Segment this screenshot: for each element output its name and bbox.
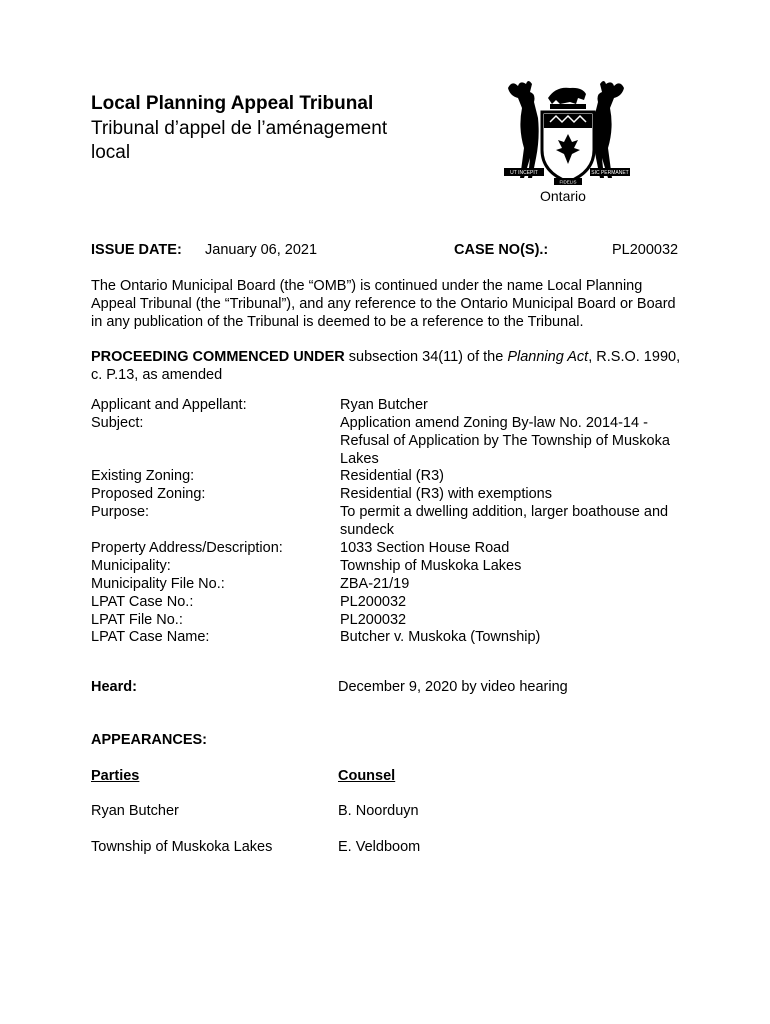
- case-number-label: CASE NO(S).:: [454, 242, 549, 258]
- detail-label: Applicant and Appellant:: [91, 397, 247, 413]
- detail-value: PL200032: [340, 594, 407, 610]
- detail-value: Ryan Butcher: [340, 397, 428, 413]
- detail-label: LPAT Case No.:: [91, 594, 194, 610]
- detail-value: Township of Muskoka Lakes: [340, 558, 522, 574]
- proceeding-statement: [91, 348, 681, 384]
- detail-label: Purpose:: [91, 504, 150, 520]
- detail-value: Residential (R3) with exemptions: [340, 486, 552, 502]
- crest-label: Ontario: [540, 188, 586, 204]
- intro-paragraph: The Ontario Municipal Board (the “OMB”) is continued under the name Local Planning Appeal Tribunal (the “Tribunal”), and any reference to the Ontario Municipal Board or Board in any publication of the Tribunal is deemed to be a reference to the Tribunal.: [91, 278, 676, 330]
- detail-label: LPAT File No.:: [91, 612, 183, 628]
- crest-motto-left: UT INCEPIT: [510, 170, 538, 176]
- heard-value: December 9, 2020 by video hearing: [338, 679, 568, 695]
- tribunal-title-french: Tribunal d’appel de l’aménagement local: [91, 118, 388, 163]
- proceeding-text-2: , R.S.O. 1990, c. P.13, as amended: [91, 349, 681, 383]
- counsel-name: B. Noorduyn: [338, 803, 419, 819]
- detail-label: Subject:: [91, 415, 144, 431]
- proceeding-act-name: Planning Act: [507, 349, 589, 365]
- detail-value: Residential (R3): [340, 468, 444, 484]
- counsel-name: E. Veldboom: [338, 839, 421, 855]
- appearances-heading: APPEARANCES:: [91, 732, 208, 748]
- detail-value: PL200032: [340, 612, 407, 628]
- parties-column-header: Parties: [91, 768, 140, 784]
- detail-label: Proposed Zoning:: [91, 486, 206, 502]
- issue-date-value: January 06, 2021: [205, 242, 318, 258]
- crest-motto-right: SIC PERMANET: [591, 170, 629, 176]
- detail-value: Application amend Zoning By-law No. 2014-14 - Refusal of Application by The Township of Muskoka Lakes: [340, 415, 670, 467]
- tribunal-title-english: Local Planning Appeal Tribunal: [91, 93, 374, 114]
- detail-label: Existing Zoning:: [91, 468, 195, 484]
- party-name: Ryan Butcher: [91, 803, 179, 819]
- detail-label: LPAT Case Name:: [91, 629, 210, 645]
- ontario-crest-icon: [498, 78, 634, 206]
- counsel-column-header: Counsel: [338, 768, 396, 784]
- party-name: Township of Muskoka Lakes: [91, 839, 273, 855]
- detail-label: Municipality:: [91, 558, 171, 574]
- detail-value: To permit a dwelling addition, larger boathouse and sundeck: [340, 504, 669, 538]
- case-number-value: PL200032: [612, 242, 679, 258]
- proceeding-text-1: subsection 34(11) of the: [344, 349, 508, 365]
- crest-motto-center: FIDELIS: [559, 179, 577, 185]
- heard-label: Heard:: [91, 679, 137, 695]
- detail-value: Butcher v. Muskoka (Township): [340, 629, 541, 645]
- proceeding-heading: PROCEEDING COMMENCED UNDER: [91, 349, 345, 365]
- detail-label: Property Address/Description:: [91, 540, 283, 556]
- detail-label: Municipality File No.:: [91, 576, 225, 592]
- detail-value: ZBA-21/19: [340, 576, 410, 592]
- detail-value: 1033 Section House Road: [340, 540, 510, 556]
- issue-date-label: ISSUE DATE:: [91, 242, 182, 258]
